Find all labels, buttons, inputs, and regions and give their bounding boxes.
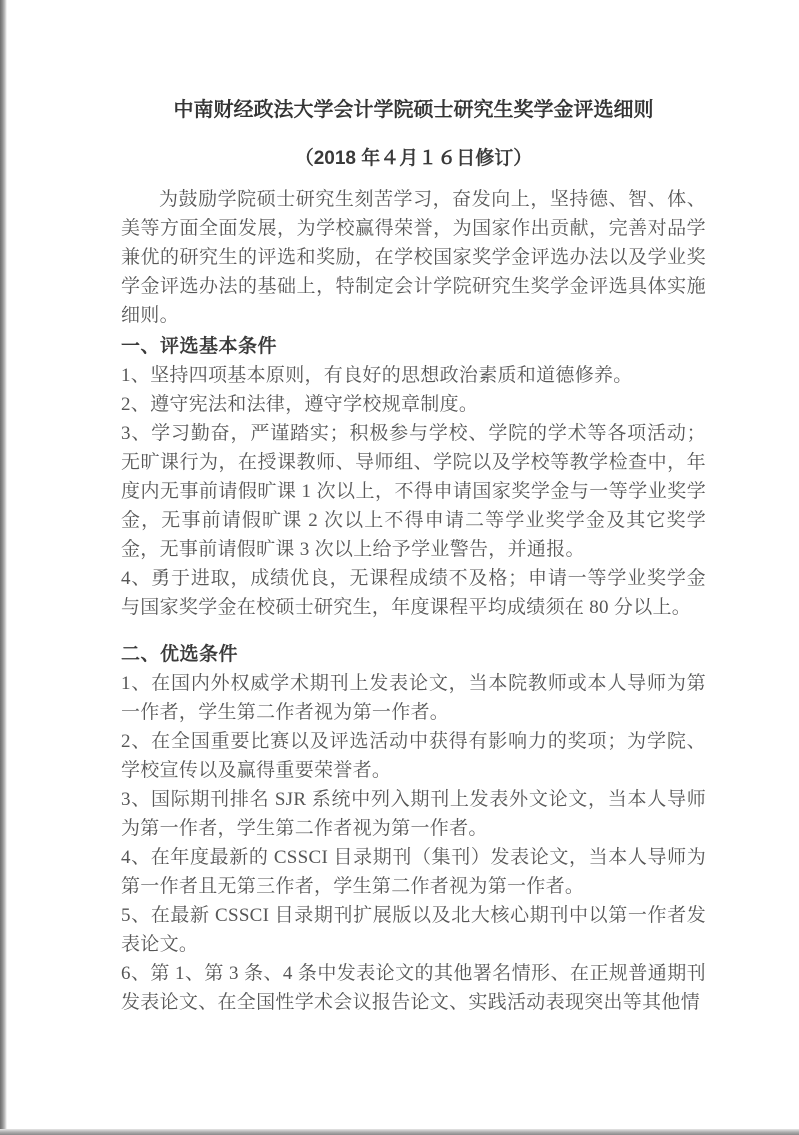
section-2-heading: 二、优选条件 (121, 644, 239, 665)
section-2-item-5: 5、在最新 CSSCI 目录期刊扩展版以及北大核心期刊中以第一作者发表论文。 (121, 905, 706, 955)
revision-date-line: （2018 年４月１６日修订） (294, 148, 533, 169)
section-2-item-2: 2、在全国重要比赛以及评选活动中获得有影响力的奖项；为学院、学校宣传以及赢得重要荣誉者。 (121, 731, 706, 781)
section-2-item-1: 1、在国内外权威学术期刊上发表论文，当本院教师或本人导师为第一作者，学生第二作者视为第一作者。 (121, 673, 706, 723)
section-1-item-1: 1、坚持四项基本原则，有良好的思想政治素质和道德修养。 (121, 365, 633, 386)
section-2-item-3: 3、国际期刊排名 SJR 系统中列入期刊上发表外文论文，当本人导师为第一作者，学生第二作者视为第一作者。 (121, 789, 706, 839)
document-title: 中南财经政法大学会计学院硕士研究生奖学金评选细则 (173, 99, 654, 121)
intro-paragraph: 为鼓励学院硕士研究生刻苦学习，奋发向上，坚持德、智、体、美等方面全面发展，为学校赢得荣誉，为国家作出贡献，完善对品学兼优的研究生的评选和奖励，在学校国家奖学金评选办法以及学业奖学金评选办法的基础上，特制定会计学院研究生奖学金评选具体实施细则。 (121, 189, 706, 326)
scan-bottom-edge (0, 1129, 799, 1135)
section-1-item-4: 4、勇于进取，成绩优良，无课程成绩不及格；申请一等学业奖学金与国家奖学金在校硕士研究生，年度课程平均成绩须在 80 分以上。 (121, 568, 706, 618)
section-2-item-4: 4、在年度最新的 CSSCI 目录期刊（集刊）发表论文，当本人导师为第一作者且无第三作者，学生第二作者视为第一作者。 (121, 847, 706, 897)
document-page (121, 0, 706, 1017)
section-1-item-3: 3、学习勤奋，严谨踏实；积极参与学校、学院的学术等各项活动；无旷课行为，在授课教师、导师组、学院以及学校等教学检查中，年度内无事前请假旷课 1 次以上，不得申请国家奖学金与一等学业奖学金，无事前请假旷课 2 次以上不得申请二等学业奖学金及其它奖学金，无事前请假旷课 3 次以上给予学业警告，并通报。 (121, 423, 706, 560)
scan-left-edge (0, 0, 7, 1135)
section-2-item-6: 6、第 1、第 3 条、4 条中发表论文的其他署名情形、在正规普通期刊发表论文、在全国性学术会议报告论文、实践活动表现突出等其他情 (121, 963, 706, 1013)
section-1-item-2: 2、遵守宪法和法律，遵守学校规章制度。 (121, 394, 479, 415)
section-1-heading: 一、评选基本条件 (121, 336, 278, 357)
